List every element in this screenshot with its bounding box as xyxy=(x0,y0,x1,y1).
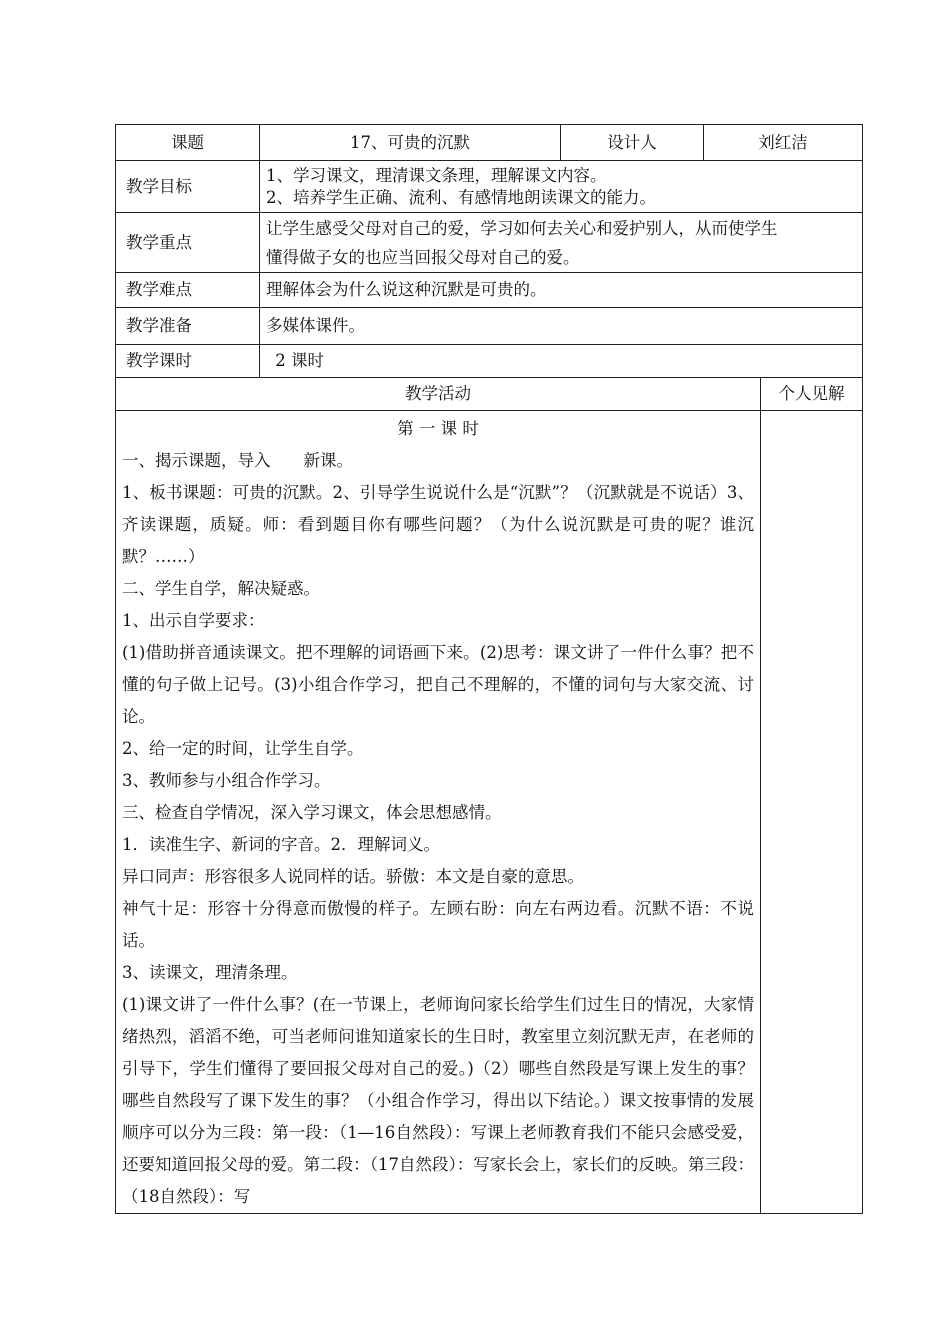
designer-value: 刘红洁 xyxy=(704,125,863,161)
opinion-content xyxy=(761,411,863,1214)
opinion-header: 个人见解 xyxy=(761,378,863,411)
key-point-line-2: 懂得做子女的也应当回报父母对自己的爱。 xyxy=(266,247,580,267)
difficulty-content: 理解体会为什么说这种沉默是可贵的。 xyxy=(260,273,863,308)
paragraph: (1)借助拼音通读课文。把不理解的词语画下来。(2)思考：课文讲了一件什么事？把不懂的句子做上记号。(3)小组合作学习，把自己不理解的，不懂的词句与大家交流、讨论。 xyxy=(122,643,754,726)
activity-content xyxy=(116,411,761,1214)
paragraph: 1、板书课题：可贵的沉默。2、引导学生说说什么是“沉默”？（沉默就是不说话）3、齐读课题，质疑。师：看到题目你有哪些问题？（为什么说沉默是可贵的呢？谁沉默？……） xyxy=(122,483,754,566)
goal-line-1: 1、学习课文，理清课文条理，理解课文内容。 xyxy=(266,165,607,185)
duration-content: 2 课时 xyxy=(260,345,863,378)
preparation-content: 多媒体课件。 xyxy=(260,308,863,345)
paragraph: 一、揭示课题，导入 新课。 xyxy=(122,451,353,470)
goal-line-2: 2、培养学生正确、流利、有感情地朗读课文的能力。 xyxy=(266,187,656,207)
paragraph: 2、给一定的时间，让学生自学。 xyxy=(122,739,364,758)
lesson-title: 第 一 课 时 xyxy=(397,419,479,438)
preparation-label: 教学准备 xyxy=(116,308,260,345)
paragraph: 3、读课文，理清条理。 xyxy=(122,963,298,982)
paragraph: 二、学生自学，解决疑惑。 xyxy=(122,579,320,598)
difficulty-label: 教学难点 xyxy=(116,273,260,308)
key-point-line-1: 让学生感受父母对自己的爱，学习如何去关心和爱护别人，从而使学生 xyxy=(266,218,778,238)
lesson-plan-table xyxy=(115,124,863,1214)
topic-value: 17、可贵的沉默 xyxy=(260,125,561,161)
paragraph: 3、教师参与小组合作学习。 xyxy=(122,771,331,790)
duration-label: 教学课时 xyxy=(116,345,260,378)
paragraph: 异口同声：形容很多人说同样的话。骄傲：本文是自豪的意思。 xyxy=(122,867,584,886)
paragraph: (1)课文讲了一件什么事？(在一节课上，老师询问家长给学生们过生日的情况，大家情绪热烈，滔滔不绝，可当老师问谁知道家长的生日时，教室里立刻沉默无声，在老师的引导下，学生们懂得了要回报父母对自己的爱。)（2）哪些自然段是写课上发生的事？哪些自然段写了课下发生的事？（小组合作学习，得出以下结论。）课文按事情的发展顺序可以分为三段：第一段：（1—16自然段）：写课上老师教育我们不能只会感受爱，还要知道回报父母的爱。第二段：（17自然段）：写家长会上，家长们的反映。第三段：（18自然段）：写 xyxy=(122,995,754,1206)
goal-label: 教学目标 xyxy=(116,161,260,213)
goal-content xyxy=(260,161,863,213)
lesson-plan xyxy=(115,124,862,1214)
activity-header: 教学活动 xyxy=(116,378,761,411)
designer-label: 设计人 xyxy=(561,125,704,161)
key-point-label: 教学重点 xyxy=(116,213,260,273)
paragraph: 1．读准生字、新词的字音。2．理解词义。 xyxy=(122,835,440,854)
paragraph: 三、检查自学情况，深入学习课文，体会思想感情。 xyxy=(122,803,502,822)
paragraph: 1、出示自学要求： xyxy=(122,611,265,630)
topic-label: 课题 xyxy=(116,125,260,161)
key-point-content xyxy=(260,213,863,273)
paragraph: 神气十足：形容十分得意而傲慢的样子。左顾右盼：向左右两边看。沉默不语：不说话。 xyxy=(122,899,754,950)
